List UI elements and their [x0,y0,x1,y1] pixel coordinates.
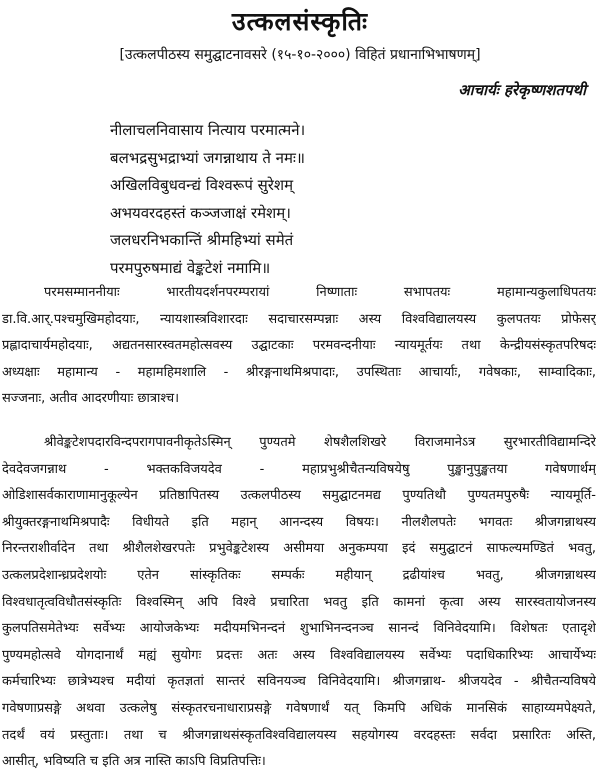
verse-line: जलधरनिभकान्तिं श्रीमहिभ्यां समेतं [110,231,294,249]
text-line: कुलपतिसमेतेभ्यः सर्वेभ्यः आयोजकेभ्यः मदीयमभिनन्दनं शुभाभिनन्दनञ्च सानन्दं विनिवेदयामि। विशेषतः एतादृशे [2,621,596,637]
text-line: तदर्थं वयं प्रस्तुताः। तथा च श्रीजगन्नाथसंस्कृतविश्वविद्यालयस्य सहयोगस्य वरदहस्तः सर्वदा प्रसारितः अस्ति, [2,727,596,743]
subtitle: [उत्कलपीठस्य समुद्घाटनावसरे (१५-१०-२०००) विहितं प्रधानाभिभाषणम्] [119,47,481,63]
text-line: उत्कलप्रदेशान्ध्रप्रदेशयोः एतेन सांस्कृतिकः सम्पर्कः महीयान् द्रढीयांश्च भवतु, श्रीजगन्नाथस्य [2,567,596,583]
verse-line: नीलाचलनिवासाय नित्याय परमात्मने। [110,121,306,139]
text-line: श्रीयुक्तरङ्गनाथमिश्रपादैः विधीयते इति महान् आनन्दस्य विषयः। नीलशैलपतेः भगवतः श्रीजगन्नाथस्य [2,514,596,530]
verse-line: अभयवरदहस्तं कञ्जजाक्षं रमेशम्। [110,203,291,222]
text-line: परमसम्माननीयाः भारतीयदर्शनपरम्परायां निष्णाताः सभापतयः महामान्यकुलाधिपतयः [44,285,596,300]
invocation-verse [110,117,305,282]
text-line: आसीत्, भविष्यति च इति अत्र नास्ति काऽपि विप्रतिपत्तिः। [2,754,266,770]
text-line: विश्वधातृत्वविधौतसंस्कृतिः विश्वस्मिन् अपि विश्वे प्रचारिता भवतु इति कामनां कृत्वा अस्य सारस्वतायोजनस्य [2,594,596,610]
text-line: गवेषणाप्रसङ्गे अथवा उत्कलेषु संस्कृतरचनाधाराप्रसङ्गे गवेषणार्थं यत् किमपि अधिकं मानसिकं साहाय्यमपेक्ष्यते, [2,700,596,716]
text-line: श्रीवेङ्कटेशपदारविन्दपरागपावनीकृतेऽस्मिन् पुण्यतमे शेषशैलशिखरे विराजमानेऽत्र सुरभारतीविद्यामन्दिरे [44,435,596,450]
verse-line: अखिलविबुधवन्द्यं विश्वरूपं सुरेशम् [110,176,294,194]
text-line: अध्यक्षाः महामान्य - महामहिमशालि - श्रीरङ्गनाथमिश्रपादाः, उपस्थिताः आचार्याः, गवेषकाः, साम्वादिकाः, [2,364,596,380]
page-title: उत्कलसंस्कृतिः [231,7,369,36]
paragraph-salutation [2,280,596,413]
verse-line: परमपुरुषमाद्यं वेङ्कटेशं नमामि॥ [110,258,271,277]
text-line: निरन्तराशीर्वादेन तथा श्रीशैलशेखरपतेः प्रभुवेङ्कटेशस्य असीमया अनुकम्पया इदं समुद्घाटनं साफल्यमण्डितं भवतु, [2,541,596,557]
text-line: कर्मचारिभ्यः छात्रेभ्यश्च मदीयां कृतज्ञतां सान्तरं सविनयञ्च विनिवेदयामि। श्रीजगन्नाथ- श्रीजयदेव - श्रीचैतन्यविषये [2,674,596,690]
text-line: देवदेवजगन्नाथ - भक्तकविजयदेव - महाप्रभुश्रीचैतन्यविषयेषु पुङ्खानुपुङ्खतया गवेषणार्थम् [2,461,596,477]
verse-line: बलभद्रसुभद्राभ्यां जगन्नाथाय ते नमः॥ [110,148,305,167]
text-line: प्रह्लादाचार्यमहोदयाः, अद्यतनसारस्वतमहोत्सवस्य उद्घाटकाः परमवन्दनीयाः न्यायमूर्तयः तथा केन्द्रीयसंस्कृतपरिषदः [2,338,596,354]
paragraph-address [2,430,596,776]
text-line: ओडिशासर्वकाराणामानुकूल्येन प्रतिष्ठापितस्य उत्कलपीठस्य समुद्घाटनमद्य पुण्यतिथौ पुण्यतमपुरुषैः न्यायमूर्ति- [2,488,596,504]
author-name: आचार्यः हरेकृष्णशतपथी [458,81,586,99]
text-line: पुण्यमहोत्सवे योगदानार्थं मह्यं सुयोगः प्रदत्तः अतः अस्य विश्वविद्यालयस्य सर्वेभ्यः पदाधिकारिभ्यः आचार्येभ्यः [2,647,596,663]
text-line: डा.वि.आर्.पश्चमुखिमहोदयाः, न्यायशास्त्रविशारदाः सदाचारसम्पन्नाः अस्य विश्वविद्यालयस्य कुलपतयः प्रोफेसर् [2,311,596,327]
text-line: सज्जनाः, अतीव आदरणीयाः छात्राश्च। [2,391,180,407]
